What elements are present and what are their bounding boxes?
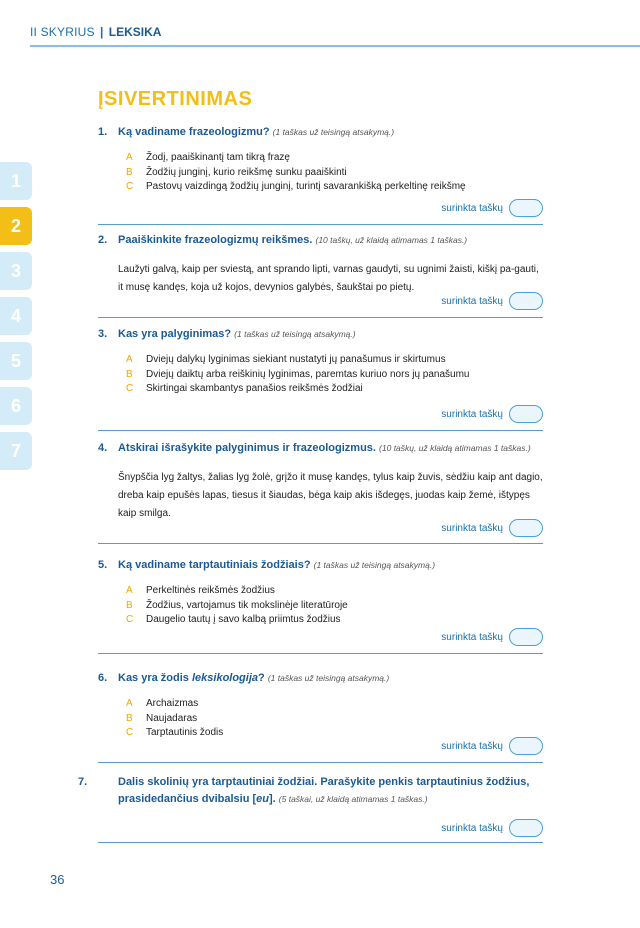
question-text: Kas yra žodis	[118, 672, 192, 684]
question-text: Atskirai išrašykite palyginimus ir frazeologizmus.	[118, 442, 376, 454]
question-note: (10 taškų, už klaidą atimamas 1 taškas.)	[379, 443, 531, 453]
divider	[98, 224, 543, 225]
topic-label: LEKSIKA	[108, 25, 162, 39]
score-input[interactable]	[509, 292, 543, 310]
score-field-2	[441, 292, 543, 310]
question-number: 3.	[98, 328, 108, 340]
header-rule	[30, 45, 640, 47]
question-number: 7.	[78, 776, 88, 788]
question-4	[98, 440, 543, 523]
question-3	[98, 326, 543, 397]
question-number: 2.	[98, 234, 108, 246]
question-number: 1.	[98, 126, 108, 138]
score-field-1	[441, 199, 543, 217]
score-field-7	[441, 819, 543, 837]
score-label: surinkta taškų	[441, 202, 503, 214]
score-field-4	[441, 519, 543, 537]
option-a[interactable]: A Dviejų dalykų lyginimas siekiant nustatyti jų panašumus ir skirtumus	[126, 354, 446, 365]
question-note: (10 taškų, už klaidą atimamas 1 taškas.)	[315, 235, 468, 245]
section-label: II SKYRIUS	[30, 25, 95, 39]
question-1	[98, 124, 543, 195]
question-term: eu	[256, 793, 269, 805]
question-text: Paaiškinkite frazeologizmų reikšmes.	[118, 234, 313, 246]
running-header	[30, 25, 161, 39]
page-title: ĮSIVERTINIMAS	[98, 88, 253, 110]
divider	[98, 317, 543, 318]
score-label: surinkta taškų	[441, 822, 503, 834]
question-paragraph: Šnypščia lyg žaltys, žalias lyg žolė, grįžo it musę kandęs, tylus kaip žuvis, sėdžiu kaip ant dagio, dreba kaip epušės lapas, tiesus it šiaudas, bėga kaip akis išdegęs, juodas kaip žemė, ištypęs kaip smilga.	[118, 472, 543, 519]
option-a[interactable]: A Perkeltinės reikšmės žodžius	[126, 585, 275, 596]
chapter-tab-2[interactable]: 2	[0, 207, 32, 245]
score-label: surinkta taškų	[441, 522, 503, 534]
option-c[interactable]: C Daugelio tautų į savo kalbą priimtus žodžius	[126, 614, 341, 625]
divider	[98, 430, 543, 431]
header-separator: |	[100, 25, 104, 39]
score-input[interactable]	[509, 628, 543, 646]
score-input[interactable]	[509, 737, 543, 755]
score-input[interactable]	[509, 199, 543, 217]
score-label: surinkta taškų	[441, 631, 503, 643]
question-note: (1 taškas už teisingą atsakymą.)	[313, 560, 436, 570]
question-7: 7. Dalis skolinių yra tarptautiniai žodžiai. Parašykite penkis tarptautinius žodžius, prasidedančius dvibalsiu [eu]. (5 taškai, už klaidą atimamas 1 taškas.)	[78, 776, 530, 805]
chapter-tab-6[interactable]: 6	[0, 387, 32, 425]
score-input[interactable]	[509, 405, 543, 423]
score-label: surinkta taškų	[441, 408, 503, 420]
chapter-tab-1[interactable]: 1	[0, 162, 32, 200]
chapter-tabs	[0, 162, 32, 477]
option-a[interactable]: A Žodį, paaiškinantį tam tikrą frazę	[126, 152, 290, 163]
question-note: (1 taškas už teisingą atsakymą.)	[267, 673, 390, 683]
question-text: Ką vadiname tarptautiniais žodžiais?	[118, 559, 311, 571]
option-c[interactable]: C Pastovų vaizdingą žodžių junginį, turintį savarankišką perkeltinę reikšmę	[126, 181, 466, 192]
question-5	[98, 557, 543, 628]
score-label: surinkta taškų	[441, 295, 503, 307]
question-text: Dalis skolinių yra tarptautiniai žodžiai. Parašykite penkis tarptautinius žodžius, prasidedančius dvibalsiu [	[118, 776, 530, 805]
score-field-3	[441, 405, 543, 423]
question-note: (1 taškas už teisingą atsakymą.)	[234, 329, 356, 339]
question-number: 5.	[98, 559, 108, 571]
chapter-tab-5[interactable]: 5	[0, 342, 32, 380]
score-field-6	[441, 737, 543, 755]
chapter-tab-4[interactable]: 4	[0, 297, 32, 335]
score-input[interactable]	[509, 819, 543, 837]
option-a[interactable]: A Archaizmas	[126, 698, 199, 709]
option-b[interactable]: B Žodžių junginį, kurio reikšmę sunku paaiškinti	[126, 166, 347, 178]
question-note: (5 taškai, už klaidą atimamas 1 taškas.)	[278, 794, 428, 804]
question-paragraph: Laužyti galvą, kaip per sviestą, ant sprando lipti, varnas gaudyti, su ugnimi žaisti, kiškį pa-gauti, it musę kandęs, koja už kojos, devynios galybės, šaukštai po pietų.	[118, 264, 539, 293]
question-text: Kas yra palyginimas?	[118, 328, 232, 340]
option-c[interactable]: C Skirtingai skambantys panašios reikšmės žodžiai	[126, 383, 363, 394]
chapter-tab-7[interactable]: 7	[0, 432, 32, 470]
option-b[interactable]: B Naujadaras	[126, 712, 198, 724]
question-number: 4.	[98, 442, 108, 454]
option-b[interactable]: B Dviejų daiktų arba reiškinių lyginimas, paremtas kuriuo nors jų panašumu	[126, 368, 470, 380]
score-label: surinkta taškų	[441, 740, 503, 752]
chapter-tab-3[interactable]: 3	[0, 252, 32, 290]
option-b[interactable]: B Žodžius, vartojamus tik mokslinėje literatūroje	[126, 599, 348, 611]
question-note: (1 taškas už teisingą atsakymą.)	[272, 127, 395, 137]
score-input[interactable]	[509, 519, 543, 537]
option-c[interactable]: C Tarptautinis žodis	[126, 727, 224, 738]
page-number: 36	[50, 872, 65, 887]
question-2	[98, 232, 543, 297]
question-term: leksikologija	[191, 672, 259, 684]
divider	[98, 762, 543, 763]
question-number: 6.	[98, 672, 108, 684]
divider	[98, 842, 543, 843]
divider	[98, 653, 543, 654]
question-6: 6. Kas yra žodis leksikologija? (1 taškas už teisingą atsakymą.) A Archaizmas B Naujadaras C Tarptautinis žodis	[98, 670, 543, 741]
score-field-5	[441, 628, 543, 646]
question-text: Ką vadiname frazeologizmu?	[118, 126, 270, 138]
divider	[98, 543, 543, 544]
